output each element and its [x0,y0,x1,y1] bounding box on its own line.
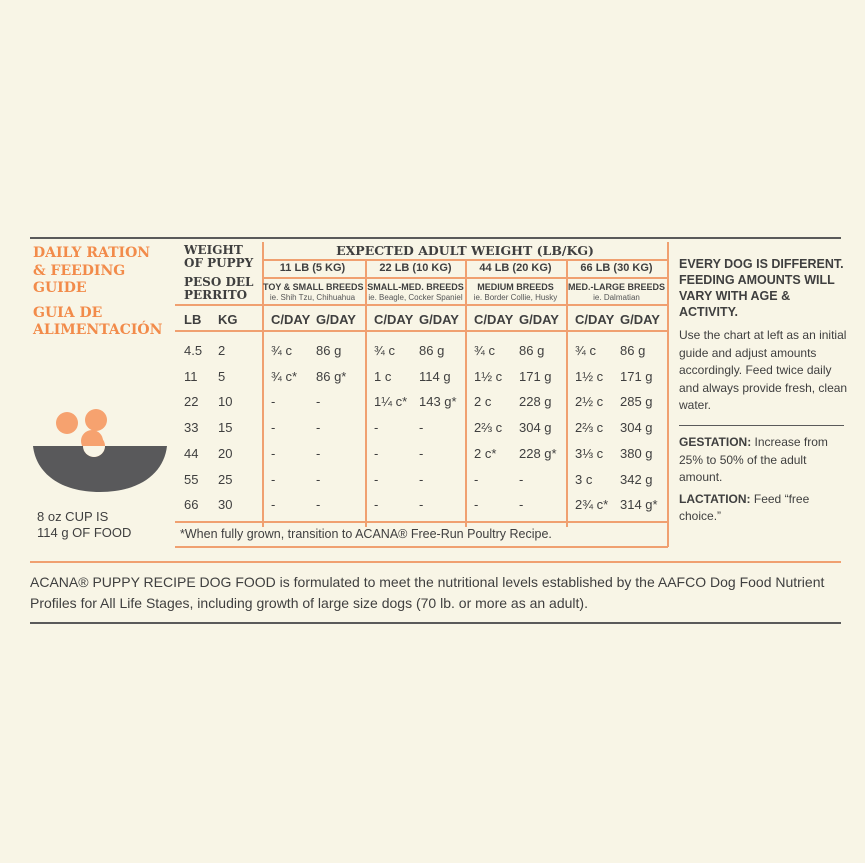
cell-cups: ¾ c [271,343,292,358]
col-grams-3: G/DAY [519,312,559,327]
group-weight-4: 66 LB (30 KG) [580,262,653,274]
expected-adult-weight-header: EXPECTED ADULT WEIGHT (LB/KG) [336,243,594,258]
cell-grams: 114 g [419,368,451,384]
row-kg: 30 [218,497,233,513]
lactation-note: LACTATION: Feed “free choice.” [679,491,810,523]
col-lb: LB [184,312,202,327]
feeding-notes [679,256,849,526]
group-example-2: ie. Beagle, Cocker Spaniel [368,293,463,302]
cell-cups: - [271,420,276,436]
table-divider [667,242,669,547]
cell-cups: 2¾ c* [575,497,609,513]
table-footnote: *When fully grown, transition to ACANA® Free-Run Poultry Recipe. [180,527,552,541]
cell-grams: 86 g [620,343,646,358]
cell-cups: - [374,471,379,487]
cell-grams: 143 g* [419,394,457,410]
cell-grams: - [316,394,321,410]
col-grams-2: G/DAY [419,312,459,327]
table-divider [175,304,668,306]
notes-heading: EVERY DOG IS DIFFERENT. FEEDING AMOUNTS WILL VARY WITH AGE & ACTIVITY. [679,257,844,319]
group-weight-2: 22 LB (10 KG) [379,262,452,274]
group-example-3: ie. Border Collie, Husky [473,293,558,302]
row-lb: 44 [184,445,199,461]
table-divider [175,330,668,332]
cell-cups: 1½ c [575,368,604,384]
cell-cups: 2⅔ c [474,420,503,436]
cell-grams: - [419,497,424,513]
cell-cups: - [271,497,276,513]
gestation-note: GESTATION: Increase from 25% to 50% of the adult amount. [679,435,828,484]
cell-cups: ¾ c* [271,368,298,384]
cup-note: 8 oz CUP IS 114 g OF FOOD [37,509,132,540]
cell-cups: - [474,471,479,487]
peso-del-perrito-label: PESO DEL PERRITO [184,275,254,302]
food-bowl-icon [30,408,170,498]
col-kg: KG [218,312,238,327]
cell-cups: - [271,445,276,461]
cell-grams: - [419,445,424,461]
cell-grams: 171 g [620,368,653,384]
cell-cups: ¾ c [374,343,395,358]
row-lb: 22 [184,394,199,410]
cell-cups: - [474,497,479,513]
cell-cups: 3⅓ c [575,445,604,461]
cell-grams: - [519,471,524,487]
cell-cups: 1½ c [474,368,503,384]
cell-cups: - [271,394,276,410]
group-weight-1: 11 LB (5 KG) [279,262,346,274]
cell-grams: - [316,471,321,487]
group-example-1: ie. Shih Tzu, Chihuahua [269,293,356,302]
kibble-2 [85,409,107,431]
cell-grams: 86 g* [316,368,347,384]
cell-grams: - [316,445,321,461]
cell-grams: - [519,497,524,513]
col-grams-1: G/DAY [316,312,356,327]
cell-grams: 304 g [620,420,653,436]
bottom-rule [30,622,841,624]
group-breed-2: SMALL-MED. BREEDS [367,282,464,292]
row-kg: 10 [218,394,233,410]
notes-body: Use the chart at left as an initial guide and adjust amounts accordingly. Feed twice daily and always provide fresh, clean water. [679,328,848,412]
cell-cups: 3 c [575,471,593,487]
weight-of-puppy-label: WEIGHT OF PUPPY [184,243,254,270]
middle-rule [30,561,841,563]
col-grams-4: G/DAY [620,312,660,327]
row-kg: 2 [218,343,226,358]
cell-cups: - [271,471,276,487]
cell-grams: 86 g [419,343,445,358]
row-kg: 15 [218,420,233,436]
cell-grams: - [419,420,424,436]
cell-cups: 1 c [374,368,392,384]
cell-grams: 228 g* [519,445,557,461]
notes-divider [679,425,844,427]
top-rule [30,237,841,239]
cell-cups: ¾ c [575,343,596,358]
cell-grams: 285 g [620,394,653,410]
cell-grams: 228 g [519,394,552,410]
cell-cups: - [374,497,379,513]
group-example-4: ie. Dalmatian [593,293,640,302]
group-breed-3: MEDIUM BREEDS [477,282,554,292]
cell-cups: 2⅔ c [575,420,604,436]
row-lb: 66 [184,497,199,513]
cell-grams: 171 g [519,368,552,384]
table-divider [262,259,668,261]
cell-grams: 314 g* [620,497,658,513]
row-kg: 25 [218,471,233,487]
row-lb: 55 [184,471,199,487]
cell-cups: - [374,445,379,461]
aafco-statement: ACANA® PUPPY RECIPE DOG FOOD is formulated to meet the nutritional levels established by the AAFCO Dog Food Nutrient Profiles for All Life Stages, including growth of large size dogs (70 lb. or more as an adult). [30,574,825,611]
col-cups-2: C/DAY [374,312,414,327]
col-cups-1: C/DAY [271,312,311,327]
col-cups-3: C/DAY [474,312,514,327]
cell-grams: - [316,497,321,513]
kibble-1 [56,412,78,434]
row-kg: 5 [218,368,226,384]
cell-cups: 2½ c [575,394,604,410]
row-kg: 20 [218,445,233,461]
group-breed-4: MED.-LARGE BREEDS [567,282,665,292]
title-spanish: GUIA DE ALIMENTACIÓN [33,304,163,338]
cell-cups: 1¼ c* [374,394,408,410]
cell-grams: - [419,471,424,487]
cell-grams: 86 g [519,343,545,358]
group-weight-3: 44 LB (20 KG) [479,262,552,274]
cell-grams: 342 g [620,471,653,487]
cell-grams: 380 g [620,445,653,461]
cell-grams: - [316,420,321,436]
table-divider [262,277,668,279]
table-divider [175,546,668,548]
row-lb: 11 [184,368,198,384]
cell-cups: 2 c [474,394,492,410]
col-cups-4: C/DAY [575,312,615,327]
cell-cups: - [374,420,379,436]
row-lb: 4.5 [184,343,203,358]
cell-cups: 2 c* [474,445,497,461]
title-english: DAILY RATION & FEEDING GUIDE [33,245,151,296]
feeding-guide-title [33,245,173,340]
cell-cups: ¾ c [474,343,495,358]
table-divider [175,521,668,523]
cell-grams: 304 g [519,420,552,436]
feeding-table [175,242,668,547]
cell-grams: 86 g [316,343,342,358]
group-breed-1: TOY & SMALL BREEDS [263,282,364,292]
row-lb: 33 [184,420,199,436]
